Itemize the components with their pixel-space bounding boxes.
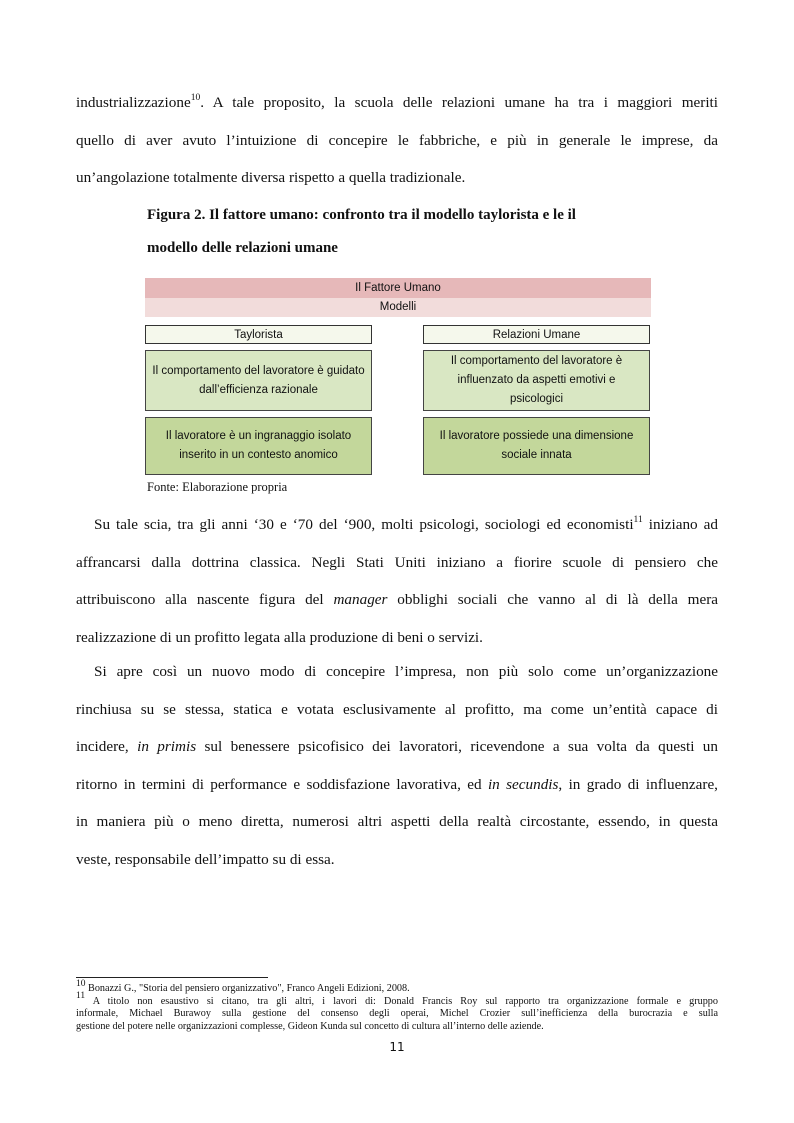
diagram-subtitle: Modelli [145,298,651,317]
diagram-title: Il Fattore Umano [145,278,651,298]
intro-line-1: industrializzazione$^{10}$. A tale proposito, la scuola delle relazioni umane ha tra i maggiori meriti [76,92,718,111]
para3-line-6: veste, responsabile dell’impatto su di essa. [76,850,335,868]
taylorista-box-2: Il lavoratore è un ingranaggio isolato inserito in un contesto anomico [145,417,372,475]
footnote-10: $^{10}$ Bonazzi G., "Storia del pensiero organizzativo", Franco Angeli Edizioni, 2008. [76,978,410,994]
figure-source: Fonte: Elaborazione propria [147,480,288,494]
para2-line-1: Su tale scia, tra gli anni ‘30 e ‘70 del ‘900, molti psicologi, sociologi ed economisti$^{11}$ iniziano ad [94,514,719,533]
comparison-diagram [145,278,651,478]
para2-line-2: affrancarsi dalla dottrina classica. Negli Stati Uniti iniziano a fiorire scuole di pensiero che [76,553,718,571]
page-number: 11 [389,1040,405,1054]
figure-caption: Figura 2. Il fattore umano: confronto tra il modello taylorista e le il modello delle relazioni umane [147,207,576,256]
para3-line-3: incidere, in primis sul benessere psicofisico dei lavoratori, ricevendone a sua volta da questi un [76,738,718,755]
para3-line-1: Si apre così un nuovo modo di concepire l’impresa, non più solo come un’organizzazione [94,663,718,680]
footnotes [76,978,718,1033]
footnote-ref-10[interactable]: 10 [190,92,201,103]
paragraph-3 [76,653,718,878]
para2-line-3: attribuiscono alla nascente figura del manager obblighi sociali che vanno al di là della mera [76,591,718,608]
footnote-11: $^{11}$ A titolo non esaustivo si citano, tra gli altri, i lavori di: Donald Francis Roy sul rapporto tra organizzazione formale e gruppo informale, Michael Burawoy sulla gestione del consenso degli operai, Michel Crozier sull’inefficienza della burocrazia e sulla gestione del potere nelle organizzazioni complesse, Gideon Kunda sul concetto di cultura all’interno delle aziende. [76,991,718,1032]
intro-line-2: quello di aver avuto l’intuizione di concepire le fabbriche, e più in generale le imprese, da [76,131,718,149]
para3-line-5: in maniera più o meno diretta, numerosi altri aspetti della realtà circostante, essendo, in questa [76,813,718,830]
taylorista-header: Taylorista [145,325,372,344]
para2-line-4: realizzazione di un profitto legata alla produzione di beni o servizi. [76,628,483,646]
relazioni-umane-box-1: Il comportamento del lavoratore è influenzato da aspetti emotivi e psicologici [423,350,650,411]
relazioni-umane-header: Relazioni Umane [423,325,650,344]
paragraph-2 [76,506,718,656]
relazioni-umane-box-2: Il lavoratore possiede una dimensione sociale innata [423,417,650,475]
taylorista-box-1: Il comportamento del lavoratore è guidato dall’efficienza razionale [145,350,372,411]
para3-line-2: rinchiusa su se stessa, statica e votata esclusivamente al profitto, ma come un’entità capace di [76,700,718,718]
intro-line-3: un’angolazione totalmente diversa rispetto a quella tradizionale. [76,169,466,186]
para3-line-4: ritorno in termini di performance e soddisfazione lavorativa, ed in secundis, in grado di influenzare, [76,775,718,793]
footnote-ref-11[interactable]: 11 [633,514,643,525]
intro-paragraph [76,84,718,197]
footnote-divider [76,977,268,978]
